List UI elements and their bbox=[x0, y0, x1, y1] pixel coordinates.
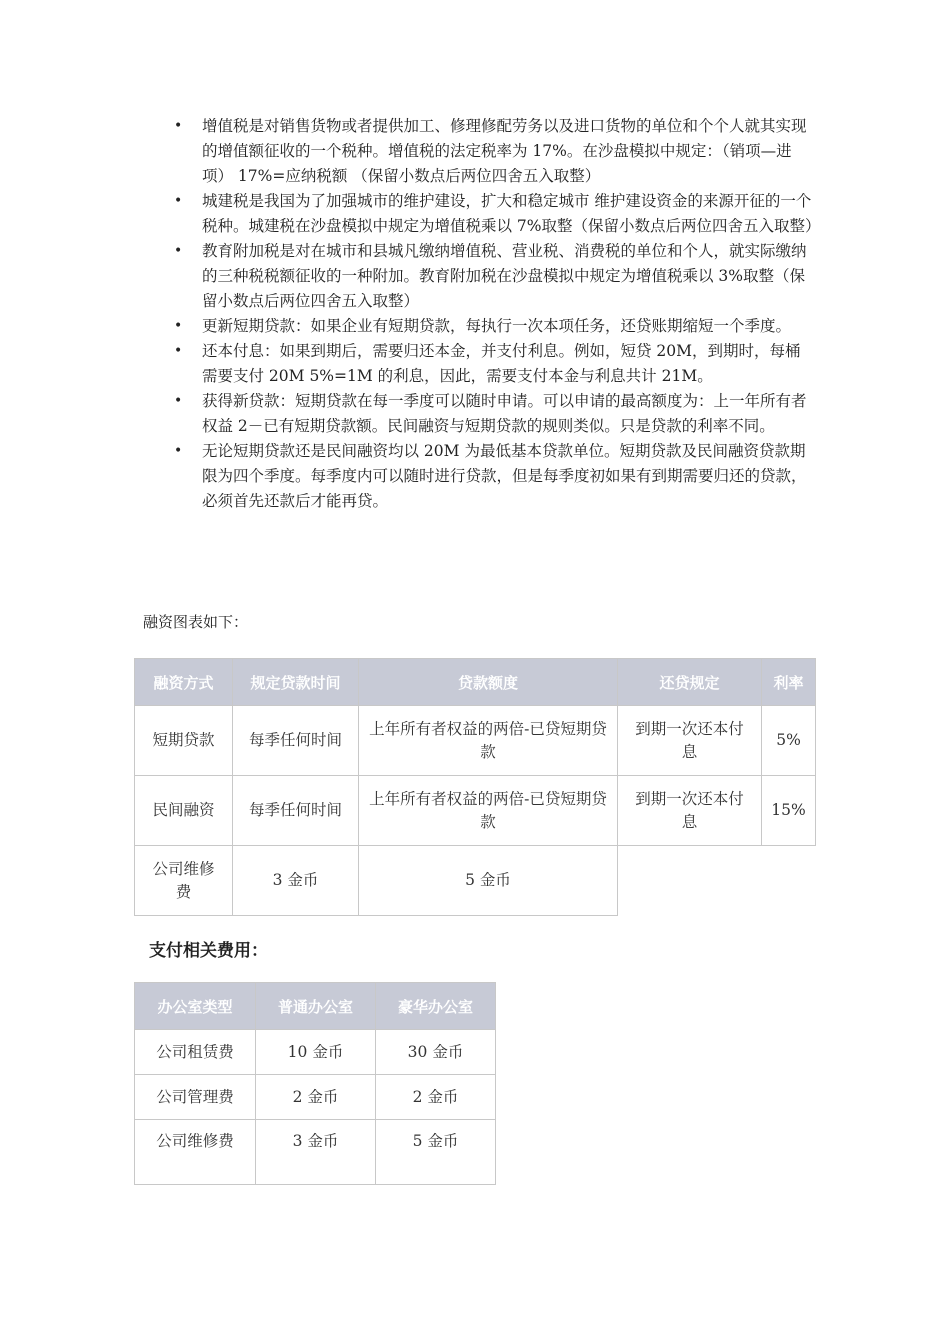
column-header: 普通办公室 bbox=[256, 983, 376, 1030]
list-item bbox=[174, 114, 814, 189]
table-cell: 短期贷款 bbox=[135, 706, 233, 776]
column-header: 还贷规定 bbox=[618, 659, 762, 706]
table-row bbox=[135, 1075, 496, 1120]
list-item bbox=[174, 189, 821, 239]
table-cell: 5% bbox=[762, 706, 816, 776]
table-row bbox=[135, 846, 816, 916]
table-row bbox=[135, 776, 816, 846]
list-item bbox=[174, 439, 814, 514]
table-cell: 3 金币 bbox=[256, 1120, 376, 1185]
table-header-row bbox=[135, 659, 816, 706]
table-row bbox=[135, 706, 816, 776]
column-header: 贷款额度 bbox=[359, 659, 618, 706]
finance-table bbox=[134, 658, 816, 916]
table-cell: 5 金币 bbox=[376, 1120, 496, 1185]
bullet-icon: • bbox=[174, 443, 183, 459]
table-cell: 公司管理费 bbox=[135, 1075, 256, 1120]
list-item-text: 更新短期贷款：如果企业有短期贷款，每执行一次本项任务，还贷账期缩短一个季度。 bbox=[202, 317, 792, 335]
table-row bbox=[135, 1030, 496, 1075]
table-cell: 上年所有者权益的两倍-已贷短期贷款 bbox=[359, 776, 618, 846]
column-header: 融资方式 bbox=[135, 659, 233, 706]
table-cell: 2 金币 bbox=[376, 1075, 496, 1120]
bullet-icon: • bbox=[174, 118, 183, 134]
list-item bbox=[174, 239, 814, 314]
table-cell: 30 金币 bbox=[376, 1030, 496, 1075]
bullet-icon: • bbox=[174, 343, 183, 359]
list-item bbox=[174, 314, 814, 339]
table-cell: 公司维修费 bbox=[135, 1120, 256, 1185]
finance-table-caption: 融资图表如下： bbox=[143, 613, 249, 631]
list-item-text: 还本付息：如果到期后，需要归还本金，并支付利息。例如，短贷 20M，到期时，每桶需要支付 20M 5%=1M 的利息，因此，需要支付本金与利息共计 21M。 bbox=[202, 342, 801, 385]
column-header: 规定贷款时间 bbox=[233, 659, 359, 706]
column-header: 豪华办公室 bbox=[376, 983, 496, 1030]
office-fee-table bbox=[134, 982, 496, 1185]
table-cell: 到期一次还本付息 bbox=[618, 706, 762, 776]
table-cell: 5 金币 bbox=[359, 846, 618, 916]
column-header: 利率 bbox=[762, 659, 816, 706]
list-item-text: 教育附加税是对在城市和县城凡缴纳增值税、营业税、消费税的单位和个人，就实际缴纳的三种税税额征收的一种附加。教育附加税在沙盘模拟中规定为增值税乘以 3%取整（保留小数点后两位四舍五入取整） bbox=[202, 242, 807, 310]
table-cell: 民间融资 bbox=[135, 776, 233, 846]
table-cell: 3 金币 bbox=[233, 846, 359, 916]
bullet-icon: • bbox=[174, 318, 183, 334]
column-header: 办公室类型 bbox=[135, 983, 256, 1030]
list-item-text: 获得新贷款：短期贷款在每一季度可以随时申请。可以申请的最高额度为：上一年所有者权益 2－已有短期贷款额。民间融资与短期贷款的规则类似。只是贷款的利率不同。 bbox=[202, 392, 807, 435]
table-cell: 上年所有者权益的两倍-已贷短期贷款 bbox=[359, 706, 618, 776]
list-item bbox=[174, 339, 814, 389]
bullet-icon: • bbox=[174, 243, 183, 259]
empty-cell bbox=[618, 846, 762, 916]
table-cell: 到期一次还本付息 bbox=[618, 776, 762, 846]
table-cell: 每季任何时间 bbox=[233, 776, 359, 846]
section-title: 支付相关费用： bbox=[149, 941, 268, 961]
table-cell: 每季任何时间 bbox=[233, 706, 359, 776]
table-cell: 10 金币 bbox=[256, 1030, 376, 1075]
empty-cell bbox=[762, 846, 816, 916]
table-cell: 公司租赁费 bbox=[135, 1030, 256, 1075]
table-cell: 公司维修费 bbox=[135, 846, 233, 916]
table-header-row bbox=[135, 983, 496, 1030]
list-item bbox=[174, 389, 814, 439]
table-row bbox=[135, 1120, 496, 1185]
table-cell: 15% bbox=[762, 776, 816, 846]
rules-bullet-list bbox=[174, 114, 821, 514]
bullet-icon: • bbox=[174, 193, 183, 209]
bullet-icon: • bbox=[174, 393, 183, 409]
list-item-text: 城建税是我国为了加强城市的维护建设，扩大和稳定城市 维护建设资金的来源开征的一个税种。城建税在沙盘模拟中规定为增值税乘以 7%取整（保留小数点后两位四舍五入取整） bbox=[202, 192, 821, 235]
table-cell: 2 金币 bbox=[256, 1075, 376, 1120]
list-item-text: 无论短期贷款还是民间融资均以 20M 为最低基本贷款单位。短期贷款及民间融资贷款期限为四个季度。每季度内可以随时进行贷款，但是每季度初如果有到期需要归还的贷款，必须首先还款后才能再贷。 bbox=[202, 442, 807, 510]
list-item-text: 增值税是对销售货物或者提供加工、修理修配劳务以及进口货物的单位和个个人就其实现的增值额征收的一个税种。增值税的法定税率为 17%。在沙盘模拟中规定：（销项—进项） 17%=应纳税额 （保留小数点后两位四舍五入取整） bbox=[202, 117, 807, 185]
